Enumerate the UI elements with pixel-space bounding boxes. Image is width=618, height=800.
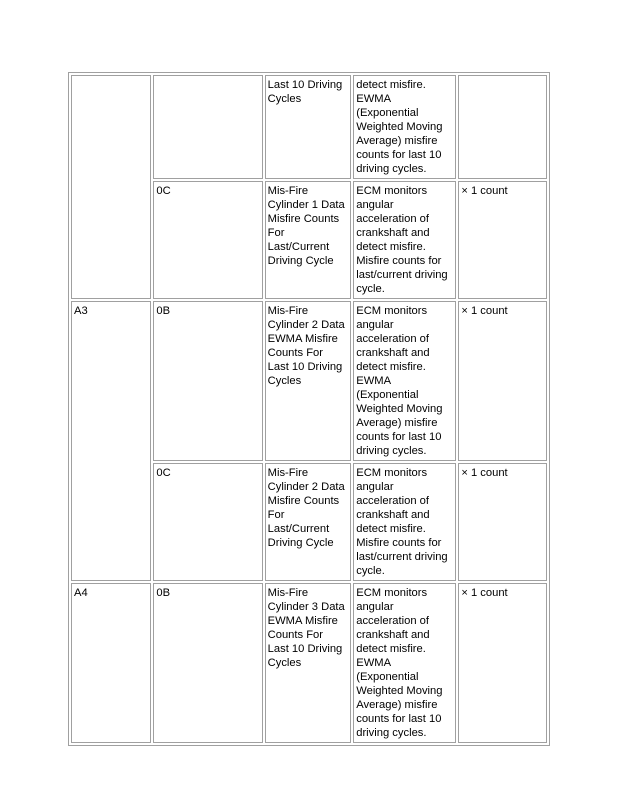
pid-cell: A3 [71, 301, 151, 581]
description-cell: Last 10 Driving Cycles [265, 75, 352, 179]
detail-cell: detect misfire. EWMA (Exponential Weighted Moving Average) misfire counts for last 10 driving cycles. [353, 75, 456, 179]
byte-cell: 0B [153, 301, 262, 461]
byte-cell: 0C [153, 463, 262, 581]
detail-cell: ECM monitors angular acceleration of crankshaft and detect misfire. Misfire counts for last/current driving cycle. [353, 181, 456, 299]
detail-cell: ECM monitors angular acceleration of crankshaft and detect misfire. EWMA (Exponential Weighted Moving Average) misfire counts for last 10 driving cycles. [353, 583, 456, 743]
detail-cell: ECM monitors angular acceleration of crankshaft and detect misfire. EWMA (Exponential Weighted Moving Average) misfire counts for last 10 driving cycles. [353, 301, 456, 461]
table-row [71, 583, 547, 743]
description-cell: Mis-Fire Cylinder 2 Data EWMA Misfire Counts For Last 10 Driving Cycles [265, 301, 352, 461]
pid-cell: A4 [71, 583, 151, 743]
detail-cell: ECM monitors angular acceleration of crankshaft and detect misfire. Misfire counts for last/current driving cycle. [353, 463, 456, 581]
unit-cell [458, 75, 547, 179]
obd-data-table [68, 72, 550, 746]
unit-cell: × 1 count [458, 463, 547, 581]
unit-cell: × 1 count [458, 583, 547, 743]
unit-cell: × 1 count [458, 301, 547, 461]
description-cell: Mis-Fire Cylinder 3 Data EWMA Misfire Counts For Last 10 Driving Cycles [265, 583, 352, 743]
description-cell: Mis-Fire Cylinder 2 Data Misfire Counts For Last/Current Driving Cycle [265, 463, 352, 581]
table-row [71, 301, 547, 461]
pid-cell [71, 75, 151, 299]
table-row [71, 75, 547, 179]
description-cell: Mis-Fire Cylinder 1 Data Misfire Counts For Last/Current Driving Cycle [265, 181, 352, 299]
byte-cell: 0C [153, 181, 262, 299]
unit-cell: × 1 count [458, 181, 547, 299]
byte-cell [153, 75, 262, 179]
byte-cell: 0B [153, 583, 262, 743]
